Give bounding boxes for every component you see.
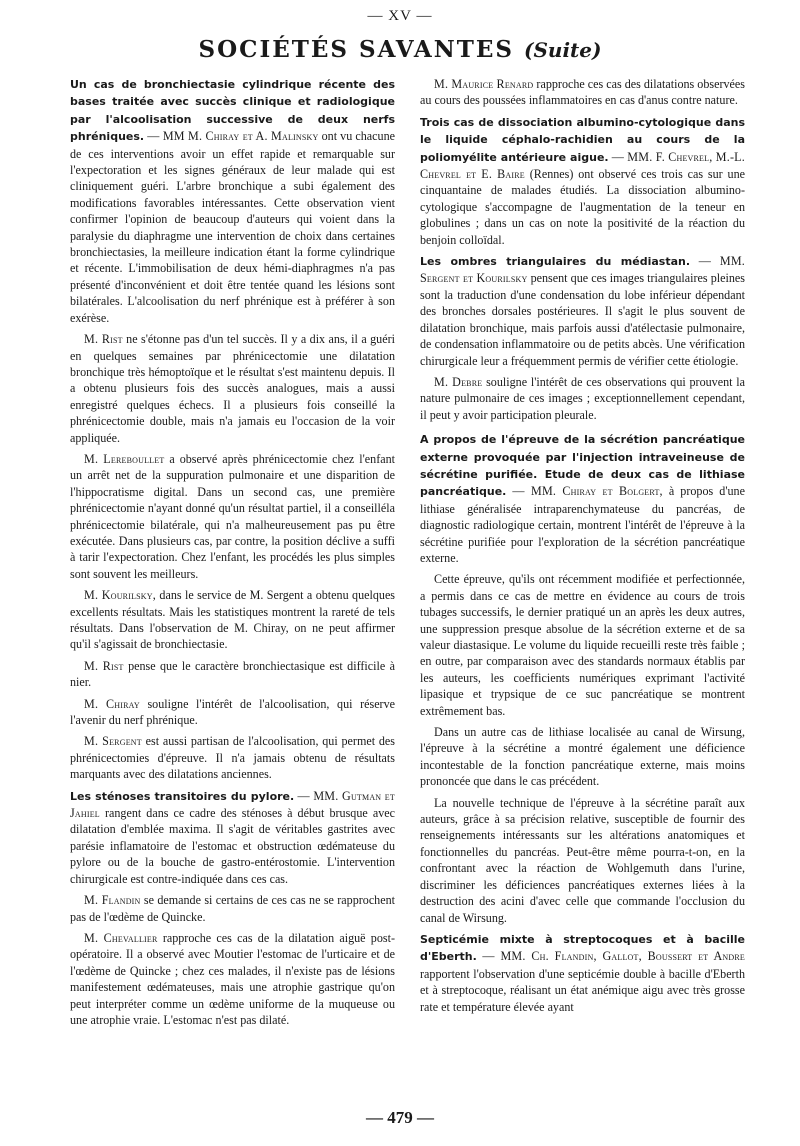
speaker-name: M. Lereboullet	[84, 451, 165, 466]
article-authors: — MM. Sergent et Kourilsky	[420, 254, 746, 286]
article-title: Septicémie mixte à streptocoques et à bacille d'Eberth.	[420, 932, 745, 964]
paragraph-chiray	[70, 696, 395, 729]
article-body: pensent que ces images triangulaires pleines sont la traduction d'une condensation du lobe inférieur dépendant des bronches dorsales postérieures. Il s'agit le plus souvent de dilatation bronchique, mais parfois aussi d'atélectasie pulmonaire, de condensation inflammatoire ou de petits abcès. Une vérification chirurgicale leur a fréquemment permis de vérifier cette étiologie.	[420, 271, 745, 368]
paragraph-flandin	[70, 892, 395, 925]
speaker-name: M. Debre	[434, 374, 483, 389]
article-title: Trois cas de dissociation albumino-cytologique dans le liquide céphalo-rachidien au cours de la poliomyélite antérieure aigue.	[420, 115, 745, 164]
speaker-name: M. Flandin	[84, 893, 141, 908]
article-body: à propos d'une lithiase généralisée intraparenchymateuse du pancréas, de diagnostic radiologique certain, montrent l'intérêt de l'épreuve à la sécrétine purifiée pour l'exploration de la sécrétion pancréatique externe.	[420, 484, 745, 565]
article-body: ont vu chacune de ces interventions avoir un effet rapide et remarquable sur l'expectoration et les signes généraux de leur malade qui est cliniquement guéri. L'arbre bronchique a subi également des modifications favorables intéressantes. Cette observation vient confirmer l'opinion de beaucoup d'auteurs qui voient dans la paralysie du diaphragme une intervention de choix dans certaines bronchiectasies, la meilleure indication étant la forme cylindrique et récente. L'immobilisation de deux hémi-diaphragmes n'a pas présenté d'inconvénient et doit être tentée quand les lésions sont bilatérales. L'alcoolisation du nerf phrénique est à préférer à son exérèse.	[70, 129, 395, 325]
paragraph-chevallier	[70, 930, 395, 1028]
article-body: rangent dans ce cadre des sténoses à début brusque avec dilatation d'emblée maxima. Il s'agit de véritables gastrites avec parésie inflamatoire de l'estomac et obstruction œdémateuse du pylore ou de la bouche de gastro-entérostomie. L'intervention chirurgicale est contre-indiquée dans ces cas.	[70, 806, 395, 886]
article-septicemie	[420, 931, 745, 1015]
section-title	[0, 36, 800, 63]
section-title-suite: (Suite)	[524, 38, 602, 62]
article-pancreas	[420, 431, 745, 566]
paragraph-text: est aussi partisan de l'alcoolisation, qui permet des phrénicectomies d'épreuve. Il n'a jamais obtenu de résultats marquants avec des dilatations anciennes.	[70, 734, 395, 782]
article-dissociation	[420, 114, 745, 248]
speaker-name: M. Rist	[84, 332, 123, 347]
article-title: A propos de l'épreuve de la sécrétion pancréatique externe provoquée par l'injection intraveineuse de sécrétine purifiée. Etude de deux cas de lithiase pancréatique.	[420, 433, 745, 499]
article-body: (Rennes) ont observé ces trois cas sur une cinquantaine de malades étudiés. La dissociation albumino-cytologique s'accompagne de l'augmentation de la teneur en globulines ; dans un cas on note la positivité de la réaction du benjoin colloïdal.	[420, 167, 746, 247]
right-column	[420, 76, 745, 1020]
paragraph-text: se demande si certains de ces cas ne se rapprochent pas de l'œdème de Quincke.	[70, 893, 396, 924]
article-title: Les sténoses transitoires du pylore.	[70, 789, 295, 803]
article-authors: — MM. Chiray et Bolgert,	[512, 484, 663, 499]
paragraph-lereboullet	[70, 451, 395, 582]
paragraph-technique: La nouvelle technique de l'épreuve à la sécrétine paraît aux auteurs, grâce à sa précision relative, susceptible de fournir des renseignements intéressants sur les altérations anatomiques et fonctionnelles du pancréas. Peut-être même pourra-t-on, en la confrontant avec la réaction de Wohlgemuth dans l'urine, discriminer les déficiences pancréatiques externes liées à la destruction des acini d'avec celle que commande l'occlusion du canal de Wirsung.	[420, 795, 745, 925]
page-number: — 479 —	[366, 1108, 434, 1127]
article-title: Les ombres triangulaires du médiastan.	[420, 255, 691, 269]
speaker-name: M. Rist	[84, 658, 124, 673]
paragraph-sergent	[70, 733, 395, 782]
paragraph-text: souligne l'intérêt de l'alcoolisation, qui réserve l'avenir du nerf phrénique.	[70, 696, 395, 728]
article-bronchiectasie	[70, 76, 395, 326]
paragraph-rist	[70, 331, 395, 446]
article-body: rapportent l'observation d'une septicémie double à bacille d'Eberth et à streptocoque, réalisant un état anémique aigu avec très grosse rate et température élevée ayant	[420, 966, 745, 1014]
article-authors: — MM. Gutman et Jahiel	[70, 788, 395, 821]
article-authors: — MM. Ch. Flandin, Gallot, Boussert et Andre	[482, 949, 745, 964]
article-authors: — MM M. Chiray et A. Malinsky	[147, 129, 319, 144]
paragraph-rist-2	[70, 658, 395, 691]
speaker-name: M. Kourilsky,	[84, 588, 156, 603]
paragraph-text: rapproche ces cas de la dilatation aiguë post-opératoire. Il a observé avec Moutier l'estomac de l'urticaire et de l'œdème de Quincke ; chez ces malades, il n'existe pas de lésions manifestement œdémateuses, mais une atrophie gastrique qu'on peut interpréter comme un œdème uniforme de la muqueuse ou une atrophie vraie. L'estomac n'est pas dilaté.	[70, 930, 395, 1027]
paragraph-kourilsky	[70, 587, 395, 653]
paragraph-text: rapproche ces cas des dilatations observées au cours des poussées inflammatoires en cas d'anus contre nature.	[420, 77, 745, 108]
paragraph-epreuve: Cette épreuve, qu'ils ont récemment modifiée et perfectionnée, a permis dans ce cas de mettre en évidence au cours de trois tubages successifs, le dernier pratiqué un an après les deux autres, une suppression presque absolue de la sécrétion externe et de sa valeur diastasique. Le volume du liquide recueilli reste très faible ; en outre, par comparaison avec des standards normaux établis par les auteurs, les coefficients numériques exprimant l'activité lipasique et trypsique de ce suc pancréatique se montrent extrêmement bas.	[420, 572, 745, 718]
paragraph-renard	[420, 76, 745, 109]
article-title: Un cas de bronchiectasie cylindrique récente des bases traitée avec succès clinique et radiologique par l'alcoolisation successive de deux nerfs phréniques.	[70, 78, 395, 144]
speaker-name: M. Chevallier	[84, 930, 158, 945]
paragraph-text: a observé après phrénicectomie chez l'enfant un arrêt net de la suppuration pulmonaire et une disparition de l'hippocratisme digital. Dans un second cas, une première phrénicectomie n'ayant donné qu'un résultat partiel, il a conseilléla phrénicectomie bilatérale, qui n'a malheureusement pas pu être exécutée. Dans plusieurs cas, par contre, la position déclive a suffi à tarir l'expectoration. Chez l'enfant, les procédés les plus simples sont souvent les meilleurs.	[70, 451, 395, 581]
article-authors: — MM. F. Chevrel, M.-L. Chevrel et E. Baire	[420, 149, 745, 182]
paragraph-wirsung: Dans un autre cas de lithiase localisée au canal de Wirsung, l'épreuve à la sécrétine a montré également une déficience incontestable de la fonction pancréatique externe, mais moins prononcée que dans le cas précédent.	[420, 725, 745, 789]
speaker-name: M. Chiray	[84, 696, 140, 711]
article-stenoses	[70, 788, 395, 887]
left-column	[70, 76, 395, 1033]
article-ombres	[420, 253, 745, 369]
page-roman-numeral: — XV —	[367, 8, 433, 24]
paragraph-text: souligne l'intérêt de ces observations qui prouvent la nature pulmonaire de ces images ; exceptionnellement cependant, il peut y avoir participation pleurale.	[420, 374, 745, 422]
paragraph-debre	[420, 374, 745, 423]
paragraph-text: dans le service de M. Sergent a obtenu quelques excellents résultats. Mais les statistiques montrent la rareté de tels résultats. Dans l'observation de M. Chiray, on ne peut affirmer qu'il s'agissait de bronchiectasie.	[70, 588, 396, 652]
speaker-name: M. Maurice Renard	[434, 77, 534, 91]
paragraph-text: pense que le caractère bronchiectasique est difficile à nier.	[70, 658, 395, 690]
paragraph-text: ne s'étonne pas d'un tel succès. Il y a dix ans, il a guéri en quelques semaines par phrénicectomie une dilatation bronchique très hémoptoïque et le résultat s'est maintenu depuis. Il a obtenu plusieurs fois des succès analogues, mais a aussi enregistré quelques échecs. Il a plusieurs fois conseillé la phrénicectomie double, mais n'a jamais eu l'occasion de la voir appliquée.	[70, 332, 395, 445]
section-title-text: SOCIÉTÉS SAVANTES	[198, 36, 514, 63]
speaker-name: M. Sergent	[84, 734, 142, 749]
